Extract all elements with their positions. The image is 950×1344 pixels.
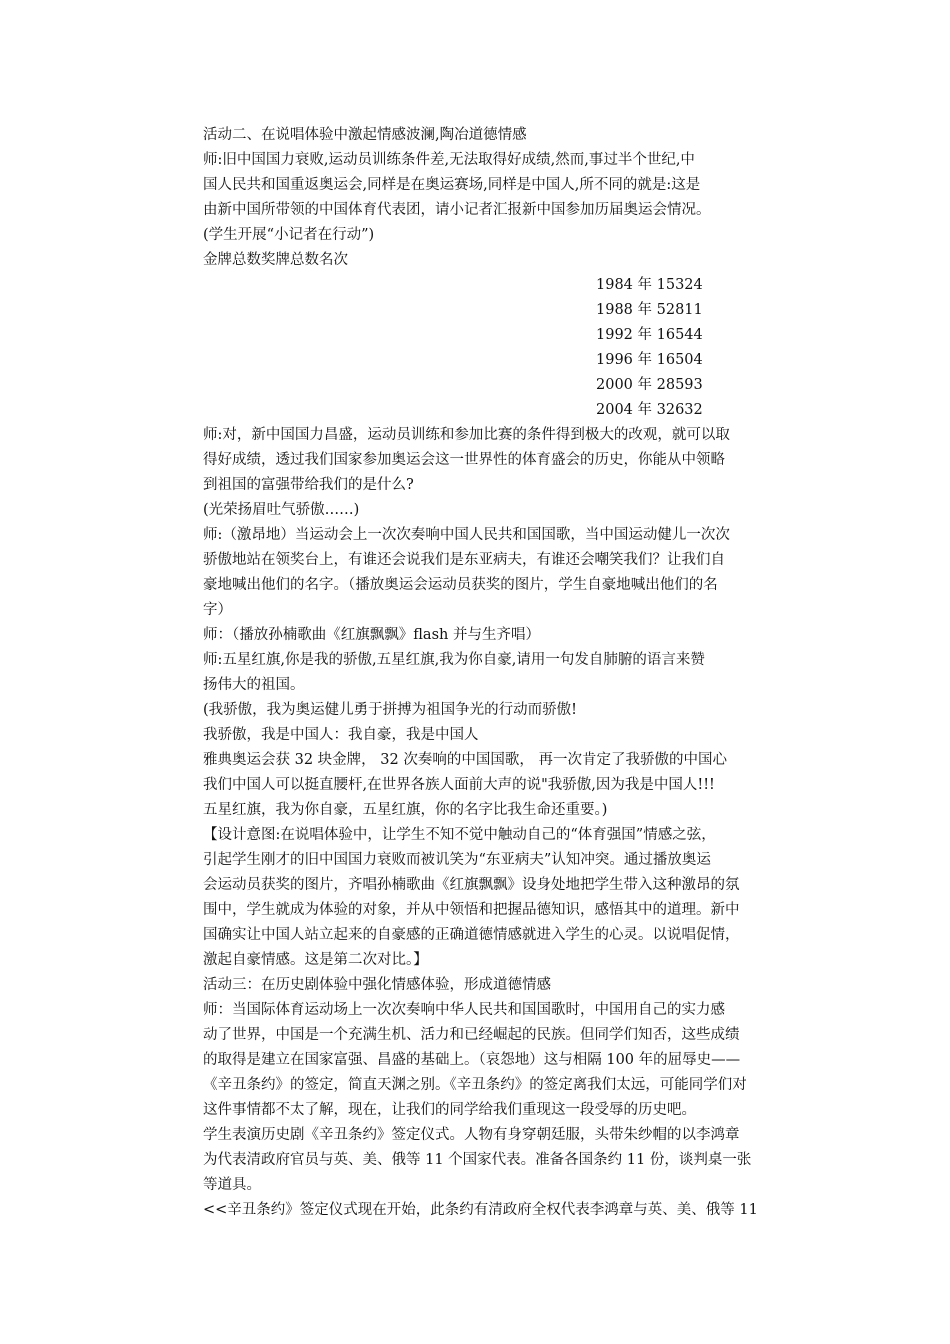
paragraph-line: 动了世界，中国是一个充满生机、活力和已经崛起的民族。但同学们知否，这些成绩 <box>203 1027 740 1043</box>
paragraph-line: 我们中国人可以挺直腰杆,在世界各族人面前大声的说"我骄傲,因为我是中国人!!! <box>203 777 715 793</box>
paragraph-line: 雅典奥运会获 32 块金牌， 32 次奏响的中国国歌， 再一次肯定了我骄傲的中国心 <box>203 752 727 768</box>
medal-table-header: 金牌总数奖牌总数名次 <box>203 252 348 268</box>
paragraph-line: 国确实让中国人站立起来的自豪感的正确道德情感就进入学生的心灵。以说唱促情， <box>203 927 740 943</box>
paragraph-line: 由新中国所带领的中国体育代表团，请小记者汇报新中国参加历届奥运会情况。 <box>203 202 711 218</box>
section-main <box>203 423 815 1223</box>
medal-table-row: 1992 年 16544 <box>596 327 703 343</box>
paragraph-line: (光荣扬眉吐气骄傲……) <box>203 502 360 518</box>
medal-table-row: 2000 年 28593 <box>596 377 703 393</box>
paragraph-line: 得好成绩，透过我们国家参加奥运会这一世界性的体育盛会的历史，你能从中领略 <box>203 452 725 468</box>
paragraph-line: 会运动员获奖的图片，齐唱孙楠歌曲《红旗飘飘》设身处地把学生带入这种激昂的氛 <box>203 877 740 893</box>
heading-activity-three: 活动三：在历史剧体验中强化情感体验，形成道德情感 <box>203 977 551 993</box>
paragraph-line: 字） <box>203 602 232 618</box>
medal-table-row: 1996 年 16504 <box>596 352 703 368</box>
medal-table <box>596 273 703 423</box>
section-top <box>203 123 815 273</box>
paragraph-line: 引起学生刚才的旧中国国力衰败而被讥笑为“东亚病夫”认知冲突。通过播放奥运 <box>203 852 711 868</box>
medal-table-row: 1988 年 52811 <box>596 302 703 318</box>
paragraph-line: 师:（激昂地）当运动会上一次次奏响中国人民共和国国歌，当中国运动健儿一次次 <box>203 527 730 543</box>
paragraph-line: 等道具。 <box>203 1177 261 1193</box>
paragraph-line: 的取得是建立在国家富强、昌盛的基础上。（哀怨地）这与相隔 100 年的屈辱史—— <box>203 1052 741 1068</box>
medal-table-row: 1984 年 15324 <box>596 277 703 293</box>
paragraph-line: 《辛丑条约》的签定，简直天渊之别。《辛丑条约》的签定离我们太远，可能同学们对 <box>203 1077 747 1093</box>
paragraph-line: <<辛丑条约》签定仪式现在开始，此条约有清政府全权代表李鸿章与英、美、俄等 11 <box>203 1202 758 1218</box>
paragraph-line: 师：（播放孙楠歌曲《红旗飘飘》flash 并与生齐唱） <box>203 627 540 643</box>
medal-table-row: 2004 年 32632 <box>596 402 703 418</box>
paragraph-line: 扬伟大的祖国。 <box>203 677 305 693</box>
heading-activity-two: 活动二、在说唱体验中激起情感波澜,陶冶道德情感 <box>203 127 527 143</box>
paragraph-line: 师:五星红旗,你是我的骄傲,五星红旗,我为你自豪,请用一句发自肺腑的语言来赞 <box>203 652 705 668</box>
paragraph-line: 我骄傲，我是中国人：我自豪，我是中国人 <box>203 727 479 743</box>
paragraph-line: (学生开展“小记者在行动”) <box>203 227 375 243</box>
paragraph-line: (我骄傲，我为奥运健儿勇于拼搏为祖国争光的行动而骄傲! <box>203 702 577 718</box>
paragraph-line: 豪地喊出他们的名字。（播放奥运会运动员获奖的图片，学生自豪地喊出他们的名 <box>203 577 718 593</box>
paragraph-line: 这件事情都不太了解，现在，让我们的同学给我们重现这一段受辱的历史吧。 <box>203 1102 696 1118</box>
paragraph-line: 国人民共和国重返奥运会,同样是在奥运赛场,同样是中国人,所不同的就是:这是 <box>203 177 701 193</box>
paragraph-line: 师:对，新中国国力昌盛，运动员训练和参加比赛的条件得到极大的改观，就可以取 <box>203 427 730 443</box>
paragraph-line: 师：当国际体育运动场上一次次奏响中华人民共和国国歌时，中国用自己的实力感 <box>203 1002 725 1018</box>
paragraph-line: 激起自豪情感。这是第二次对比。】 <box>203 952 428 968</box>
paragraph-line: 到祖国的富强带给我们的是什么? <box>203 477 414 493</box>
paragraph-line: 【设计意图:在说唱体验中，让学生不知不觉中触动自己的“体育强国”情感之弦， <box>203 827 716 843</box>
paragraph-line: 五星红旗，我为你自豪，五星红旗，你的名字比我生命还重要。) <box>203 802 608 818</box>
paragraph-line: 学生表演历史剧《辛丑条约》签定仪式。人物有身穿朝廷服，头带朱纱帽的以李鸿章 <box>203 1127 740 1143</box>
paragraph-line: 师:旧中国国力衰败,运动员训练条件差,无法取得好成绩,然而,事过半个世纪,中 <box>203 152 695 168</box>
paragraph-line: 为代表清政府官员与英、美、俄等 11 个国家代表。准备各国条约 11 份，谈判桌一张 <box>203 1152 752 1168</box>
paragraph-line: 围中，学生就成为体验的对象，并从中领悟和把握品德知识，感悟其中的道理。新中 <box>203 902 740 918</box>
paragraph-line: 骄傲地站在领奖台上，有谁还会说我们是东亚病夫，有谁还会嘲笑我们？让我们自 <box>203 552 725 568</box>
